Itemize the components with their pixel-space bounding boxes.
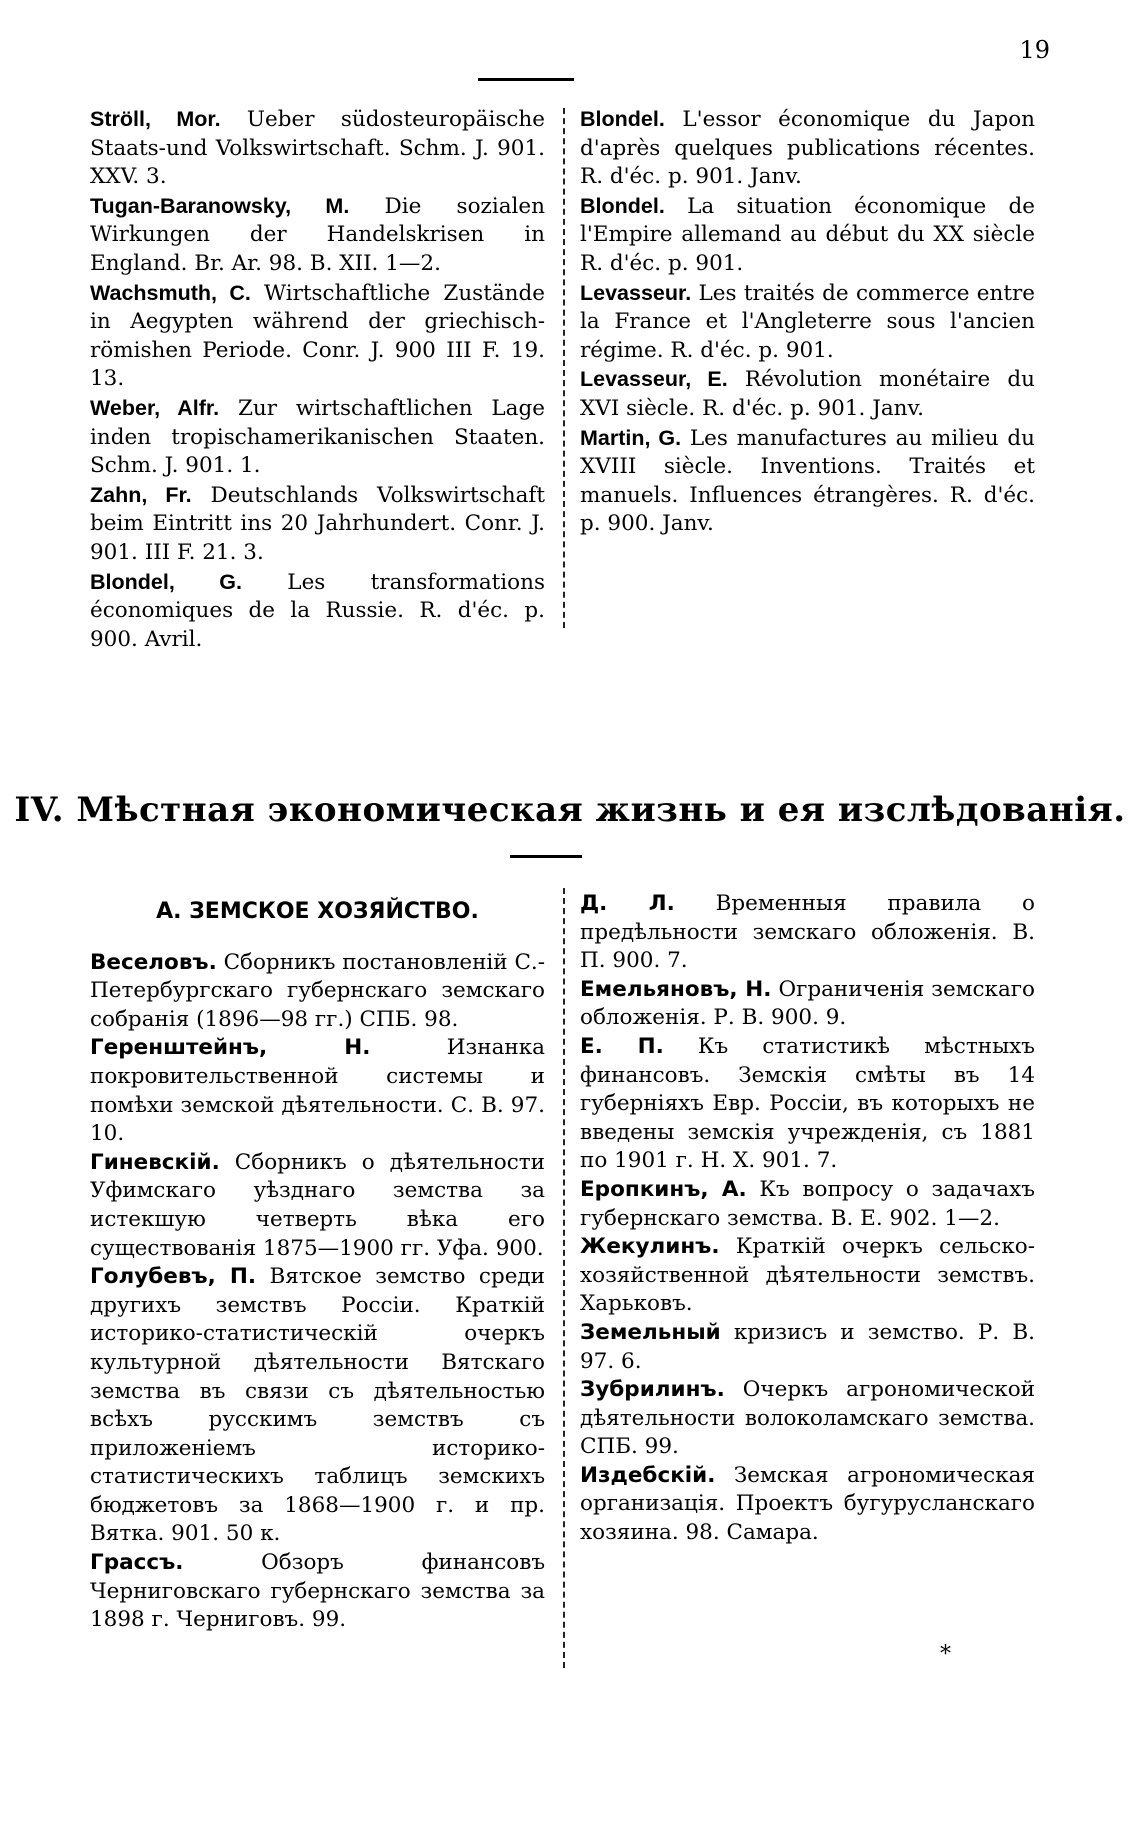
entry-text: Обзоръ финансовъ Черниговскаго губернскаго земства за 1898 г. Черниговъ. 99. — [90, 1550, 545, 1633]
entry-text: Къ вопросу о задачахъ губернскаго земства. В. Е. 902. 1—2. — [580, 1176, 1035, 1231]
bibliography-entry — [580, 976, 1035, 1033]
column-top-right — [580, 105, 1035, 539]
entry-text: L'essor économique du Japon d'après quelques publications récentes. R. d'éc. p. 901. Janv. — [580, 107, 1035, 190]
entry-text: Къ статистикѣ мѣстныхъ финансовъ. Земскія смѣты въ 14 губерніяхъ Евр. Россіи, въ которыхъ не введены земскія учрежденія, съ 1881 по 1901 г. Н. Х. 901. 7. — [580, 1033, 1035, 1174]
entry-text: Die sozialen Wirkungen der Handelskrisen in England. Br. Ar. 98. B. XII. 1—2. — [90, 193, 545, 276]
entry-author: Гиневскій. — [90, 1149, 220, 1175]
entry-author: Грассъ. — [90, 1550, 184, 1576]
page-number: 19 — [1019, 36, 1050, 64]
entry-text: Очеркъ агрономической дѣятельности волоколамскаго земства. СПБ. 99. — [580, 1377, 1035, 1460]
bibliography-entry — [90, 105, 545, 192]
entry-author: Tugan-Baranowsky, M. — [90, 193, 350, 218]
bibliography-entry — [90, 1549, 545, 1635]
bibliography-entry — [90, 568, 545, 655]
section-heading: IV. Мѣстная экономическая жизнь и ея изслѣдованія. — [14, 790, 1126, 830]
entry-author: Д. Л. — [580, 891, 675, 916]
entry-author: Земельный — [580, 1319, 721, 1345]
entry-author: Wachsmuth, C. — [90, 280, 251, 305]
entry-author: Blondel, G. — [90, 569, 242, 594]
entry-author: Зубрилинъ. — [580, 1377, 725, 1403]
footer-mark: * — [940, 1642, 951, 1667]
entry-author: Издебскій. — [580, 1462, 716, 1488]
entry-text: Zur wirtschaftlichen Lage inden tropischamerikanischen Staaten. Schm. J. 901. 1. — [90, 395, 545, 479]
bibliography-entry — [580, 279, 1035, 366]
subsection-heading: А. ЗЕМСКОЕ ХОЗЯЙСТВО. — [156, 899, 479, 924]
entry-text: La situation économique de l'Empire allemand au début du XX siècle R. d'éc. p. 901. — [580, 193, 1035, 276]
entry-text: Изнанка покровительственной системы и помѣхи земской дѣятельности. С. В. 97. 10. — [90, 1035, 545, 1147]
bibliography-entry — [580, 1233, 1035, 1319]
entry-text: Вятское земство среди другихъ земствъ Россіи. Краткій историко-статистическій очеркъ культурной дѣятельности Вятскаго земства въ связи съ дѣятельностью всѣхъ русскимъ земствъ съ приложеніемъ историко-статистическихъ таблицъ земскихъ бюджетовъ за 1868—1900 г. и пр. Вятка. 901. 50 к. — [90, 1264, 546, 1547]
entry-author: Blondel. — [580, 193, 665, 218]
entry-author: Blondel. — [580, 107, 665, 131]
entry-author: Zahn, Fr. — [90, 482, 192, 507]
bibliography-entry — [580, 890, 1035, 976]
column-divider-bottom — [563, 888, 565, 1668]
header-rule — [478, 78, 574, 81]
entry-text: Ueber südosteuropäische Staats-und Volkswirtschaft. Schm. J. 901. XXV. 3. — [90, 107, 545, 190]
section-rule — [510, 855, 582, 858]
bibliography-entry — [580, 1319, 1035, 1376]
bibliography-entry — [580, 424, 1035, 539]
entry-text: Временныя правила о предѣльности земскаго обложенія. В. П. 900. 7. — [580, 891, 1035, 974]
entry-author: Levasseur, E. — [580, 367, 728, 392]
entry-author: Weber, Alfr. — [90, 395, 220, 420]
entry-text: Сборникъ постановленій С.-Петербургскаго губернскаго земскаго собранія (1896—98 гг.) СПБ. 98. — [90, 949, 546, 1032]
bibliography-entry — [90, 279, 545, 394]
bibliography-entry — [580, 105, 1035, 192]
entry-text: Wirtschaftliche Zustände in Aegypten während der griechisch-römishen Periode. Conr. J. 900 III F. 19. 13. — [90, 280, 545, 392]
entry-author: Е. П. — [580, 1033, 664, 1059]
entry-author: Емельяновъ, Н. — [580, 976, 772, 1002]
bibliography-entry — [90, 481, 545, 568]
bibliography-entry — [580, 365, 1035, 423]
entry-author: Голубевъ, П. — [90, 1264, 257, 1290]
bibliography-entry — [90, 1149, 545, 1263]
entry-text: Les transformations économiques de la Russie. R. d'éc. p. 900. Avril. — [90, 569, 545, 652]
bibliography-entry — [580, 1033, 1035, 1176]
bibliography-entry — [90, 1034, 545, 1148]
entry-text: Deutschlands Volkswirtschaft beim Eintritt ins 20 Jahrhundert. Conr. J. 901. III F. 21. 3. — [90, 482, 545, 565]
entry-text: Révolution monétaire du XVI siècle. R. d'éc. p. 901. Janv. — [580, 367, 1035, 421]
bibliography-entry — [90, 1263, 545, 1549]
bibliography-entry — [90, 949, 545, 1035]
entry-text: кризисъ и земство. Р. В. 97. 6. — [580, 1319, 1035, 1374]
column-bottom-right — [580, 890, 1035, 1548]
bibliography-entry — [90, 192, 545, 279]
entry-text: Les traités de commerce entre la France et l'Angleterre sous l'ancien régime. R. d'éc. p. 901. — [580, 280, 1035, 363]
entry-author: Жекулинъ. — [580, 1234, 720, 1260]
entry-author: Ströll, Mor. — [90, 107, 221, 131]
entry-text: Les manufactures au milieu du XVIII siècle. Inventions. Traités et manuels. Influences étrangères. R. d'éc. p. 900. Janv. — [580, 425, 1035, 537]
entry-author: Martin, G. — [580, 425, 682, 450]
entry-author: Веселовъ. — [90, 949, 217, 975]
entry-author: Еропкинъ, А. — [580, 1176, 747, 1202]
column-bottom-left — [90, 890, 545, 1635]
bibliography-entry — [580, 1176, 1035, 1233]
entry-text: Ограниченія земскаго обложенія. Р. В. 900. 9. — [580, 976, 1035, 1031]
bibliography-entry — [90, 394, 545, 481]
entry-author: Levasseur. — [580, 280, 692, 305]
entry-text: Краткій очеркъ сельско-хозяйственной дѣятельности земствъ. Харьковъ. — [580, 1234, 1035, 1317]
bibliography-entry — [580, 192, 1035, 279]
bibliography-entry — [580, 1462, 1035, 1548]
entry-author: Геренштейнъ, Н. — [90, 1035, 371, 1061]
bibliography-entry — [580, 1376, 1035, 1462]
column-divider-top — [563, 108, 565, 628]
entry-text: Земская агрономическая организація. Проектъ бугурусланскаго хозяина. 98. Самара. — [580, 1462, 1035, 1546]
entry-text: Сборникъ о дѣятельности Уфимскаго уѣзднаго земства за истекшую четверть вѣка его существованія 1875—1900 гг. Уфа. 900. — [90, 1149, 545, 1261]
column-top-left — [90, 105, 545, 654]
